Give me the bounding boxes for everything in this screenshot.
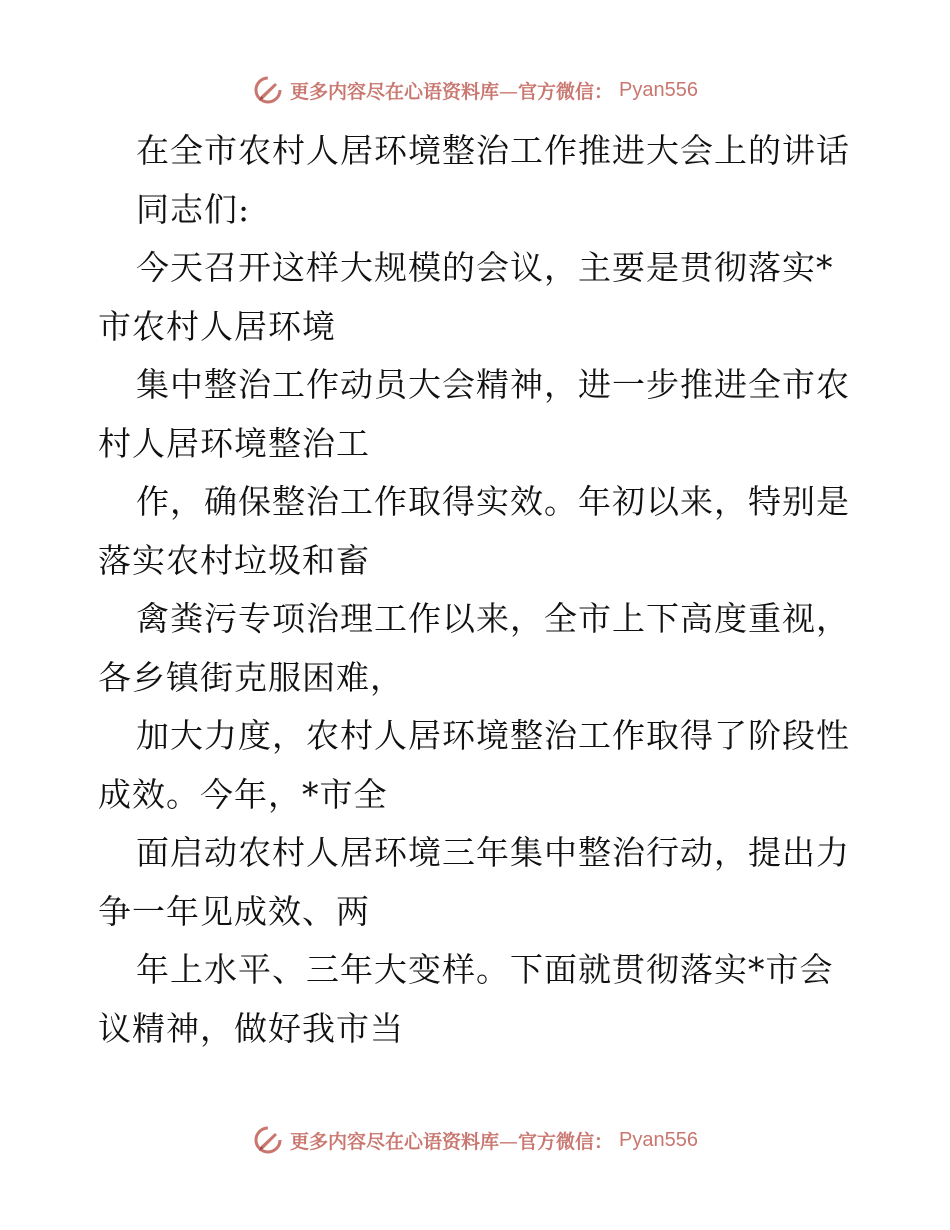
document-line: 落实农村垃圾和畜: [98, 540, 370, 580]
document-line: 议精神，做好我市当: [98, 1008, 404, 1048]
banner-dash: —: [499, 80, 519, 103]
document-line: 作，确保整治工作取得实效。年初以来，特别是: [136, 482, 850, 521]
document-line: 年上水平、三年大变样。下面就贯彻落实*市会: [136, 950, 834, 989]
document-line: 禽粪污专项治理工作以来，全市上下高度重视，: [136, 599, 850, 638]
brand-logo-icon: [252, 74, 284, 106]
document-line: 各乡镇街克服困难，: [98, 657, 404, 697]
banner-suffix: 官方微信：: [518, 1130, 614, 1153]
banner-wechat-id: Pyan556: [619, 78, 698, 101]
banner-wechat-id: Pyan556: [619, 1128, 698, 1151]
banner-suffix: 官方微信：: [518, 80, 614, 103]
brand-logo-icon: [252, 1124, 284, 1156]
document-line: 同志们:: [136, 189, 251, 229]
header-banner: [0, 70, 950, 110]
banner-title: [290, 77, 613, 104]
document-line: 加大力度，农村人居环境整治工作取得了阶段性: [136, 716, 850, 755]
document-line: 市农村人居环境: [98, 306, 336, 346]
document-line: 在全市农村人居环境整治工作推进大会上的讲话: [136, 131, 850, 170]
document-line: 集中整治工作动员大会精神，进一步推进全市农: [136, 365, 850, 404]
document-line: 面启动农村人居环境三年集中整治行动，提出力: [136, 833, 850, 872]
document-line: 村人居环境整治工: [98, 423, 370, 463]
document-line: 争一年见成效、两: [98, 891, 370, 931]
footer-banner: [0, 1120, 950, 1160]
document-body: [98, 122, 858, 1058]
document-line: 成效。今年，*市全: [98, 774, 388, 814]
document-line: 今天召开这样大规模的会议，主要是贯彻落实*: [136, 248, 834, 287]
banner-dash: —: [499, 1130, 519, 1153]
banner-title: [290, 1127, 613, 1154]
banner-text: 更多内容尽在心语资料库: [290, 80, 500, 103]
banner-text: 更多内容尽在心语资料库: [290, 1130, 500, 1153]
